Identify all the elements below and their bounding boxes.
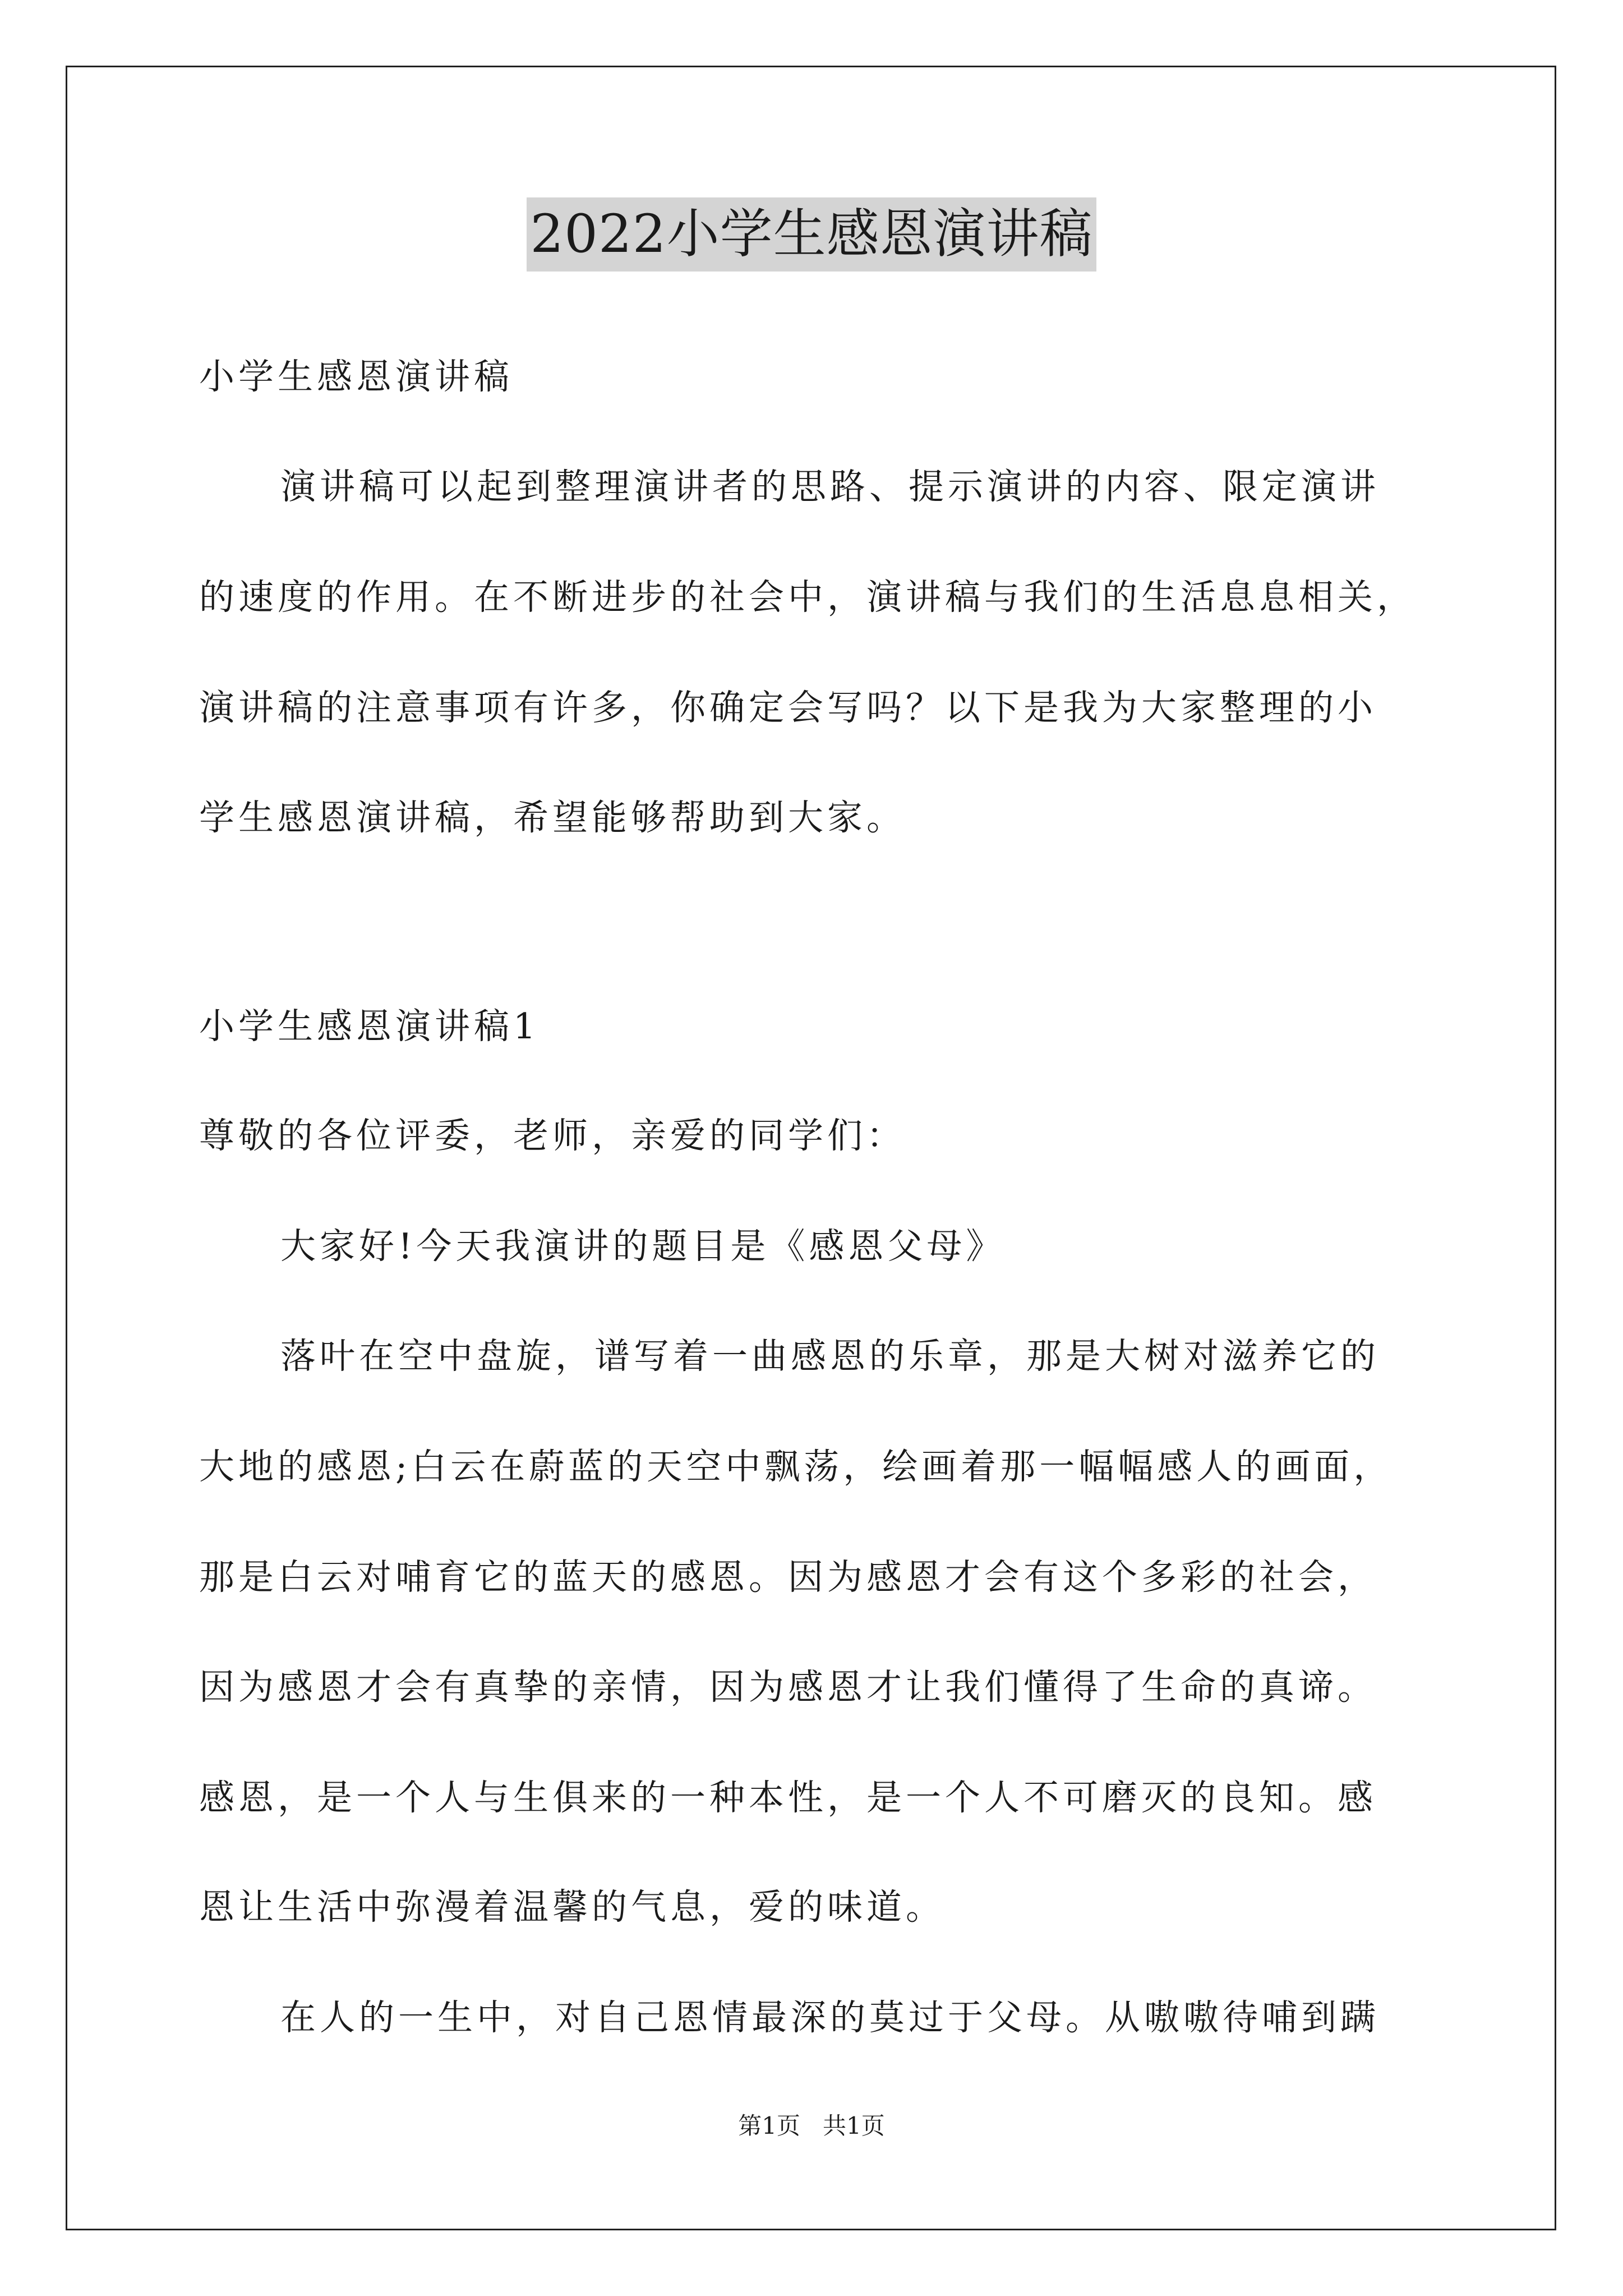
paragraph-line: 学生感恩演讲稿，希望能够帮助到大家。	[199, 797, 906, 838]
paragraph-line: 演讲稿的注意事项有许多，你确定会写吗？以下是我为大家整理的小	[199, 687, 1377, 728]
document-title-block	[0, 197, 1623, 272]
paragraph-line: 落叶在空中盘旋，谱写着一曲感恩的乐章，那是大树对滋养它的	[280, 1336, 1380, 1377]
salutation-line: 尊敬的各位评委，老师，亲爱的同学们：	[199, 1115, 906, 1156]
subtitle-line: 小学生感恩演讲稿	[199, 356, 513, 397]
paragraph-line: 在人的一生中，对自己恩情最深的莫过于父母。从嗷嗷待哺到蹒	[280, 1997, 1380, 2038]
paragraph-line: 恩让生活中弥漫着温馨的气息，爱的味道。	[199, 1887, 945, 1927]
paragraph-line: 演讲稿可以起到整理演讲者的思路、提示演讲的内容、限定演讲	[280, 466, 1380, 507]
paragraph-line: 感恩，是一个人与生俱来的一种本性，是一个人不可磨灭的良知。感	[199, 1777, 1377, 1818]
paragraph-line: 的速度的作用。在不断进步的社会中，演讲稿与我们的生活息息相关，	[199, 577, 1416, 618]
paragraph-line: 大家好!今天我演讲的题目是《感恩父母》	[280, 1226, 1006, 1267]
paragraph-line: 因为感恩才会有真挚的亲情，因为感恩才让我们懂得了生命的真谛。	[199, 1667, 1377, 1708]
document-title: 2022小学生感恩演讲稿	[527, 197, 1096, 272]
section-heading: 小学生感恩演讲稿1	[199, 1006, 540, 1047]
paragraph-line: 大地的感恩;白云在蔚蓝的天空中飘荡，绘画着那一幅幅感人的画面，	[199, 1446, 1393, 1487]
page-footer: 第1页 共1页	[738, 2112, 885, 2139]
paragraph-line: 那是白云对哺育它的蓝天的感恩。因为感恩才会有这个多彩的社会，	[199, 1557, 1377, 1598]
